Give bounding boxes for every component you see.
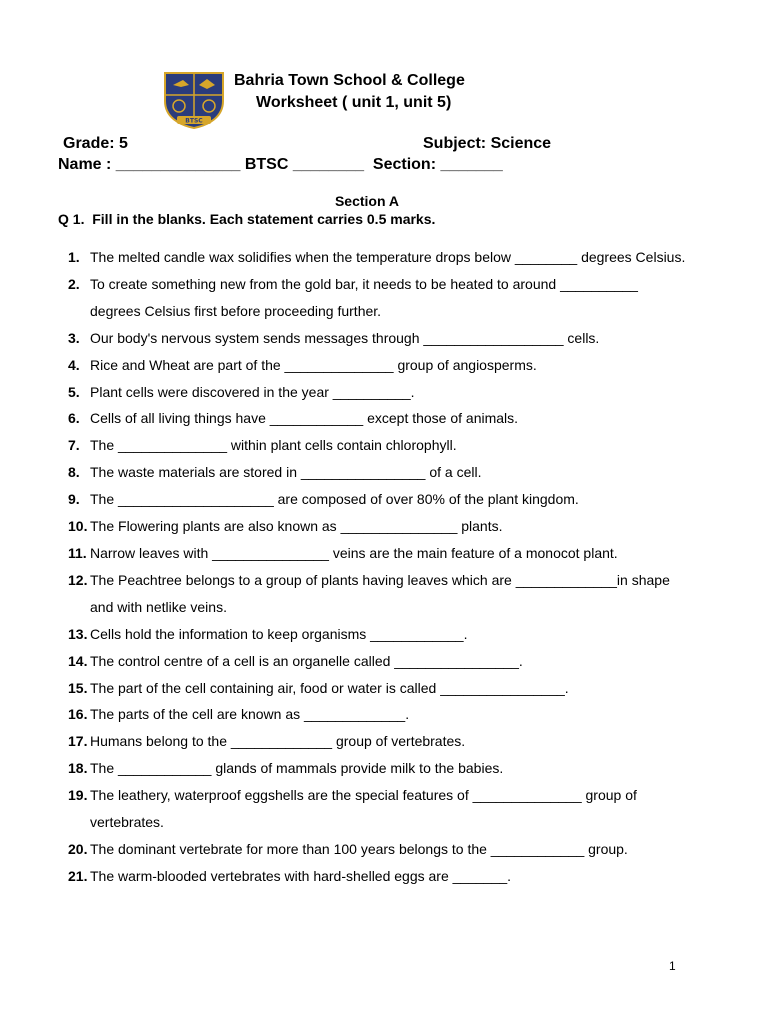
- question-item: [0, 405, 760, 432]
- question-item: [0, 513, 760, 540]
- question-item: [0, 244, 760, 271]
- question-number: 12.: [68, 571, 88, 588]
- question-item: [0, 675, 760, 702]
- question-text: Our body's nervous system sends messages through __________________ cells.: [90, 329, 600, 346]
- question-text: The control centre of a cell is an organelle called ________________.: [90, 652, 523, 669]
- question-number: 15.: [68, 679, 88, 696]
- question-item: [0, 755, 760, 782]
- question-text: The parts of the cell are known as _____________.: [90, 706, 410, 723]
- question-number: 7.: [68, 437, 80, 454]
- question-number: 3.: [68, 329, 80, 346]
- question-item: [0, 782, 760, 836]
- school-crest-logo: [163, 71, 225, 129]
- question-number: 4.: [68, 356, 80, 373]
- question-number: 1.: [68, 249, 80, 265]
- question-item: [0, 836, 760, 863]
- question-text: Humans belong to the _____________ group of vertebrates.: [90, 733, 466, 750]
- question-number: 10.: [68, 518, 88, 535]
- question-item: [0, 486, 760, 513]
- question-item: [0, 648, 760, 675]
- question-item: [0, 540, 760, 567]
- question-number: 8.: [68, 464, 80, 481]
- question-item: [0, 728, 760, 755]
- question-1-heading: Q 1. Fill in the blanks. Each statement carries 0.5 marks.: [58, 211, 436, 227]
- question-text: To create something new from the gold bar, it needs to be heated to around __________ degrees Celsius first before proceeding further.: [90, 275, 638, 319]
- student-info-line: Name : ______________ BTSC ________ Section: _______: [58, 156, 503, 173]
- question-number: 6.: [68, 410, 80, 427]
- question-text: The ____________ glands of mammals provide milk to the babies.: [90, 760, 504, 777]
- question-number: 20.: [68, 840, 88, 857]
- question-text: Plant cells were discovered in the year __________.: [90, 383, 415, 400]
- question-number: 14.: [68, 652, 88, 669]
- grade-label: Grade: 5: [63, 135, 128, 152]
- question-text: Cells hold the information to keep organisms ____________.: [90, 625, 468, 642]
- question-item: [0, 271, 760, 325]
- question-text: The leathery, waterproof eggshells are the special features of ______________ group of vertebrates.: [90, 787, 637, 831]
- question-text: Narrow leaves with _______________ veins are the main feature of a monocot plant.: [90, 544, 618, 561]
- question-item: [0, 863, 760, 890]
- question-text: The Peachtree belongs to a group of plants having leaves which are _____________in shape and with netlike veins.: [90, 571, 670, 615]
- question-text: The melted candle wax solidifies when the temperature drops below ________ degrees Celsius.: [90, 249, 686, 265]
- question-item: [0, 567, 760, 621]
- question-item: [0, 621, 760, 648]
- question-item: [0, 352, 760, 379]
- question-item: [0, 701, 760, 728]
- question-item: [0, 325, 760, 352]
- school-name: Bahria Town School & College: [234, 72, 465, 89]
- fill-in-blanks-list: [0, 244, 760, 890]
- question-number: 16.: [68, 706, 88, 723]
- question-text: Rice and Wheat are part of the ______________ group of angiosperms.: [90, 356, 537, 373]
- logo-text: BTSC: [185, 117, 203, 125]
- question-text: The warm-blooded vertebrates with hard-shelled eggs are _______.: [90, 867, 512, 884]
- worksheet-title: Worksheet ( unit 1, unit 5): [256, 94, 452, 111]
- question-number: 17.: [68, 733, 88, 750]
- question-number: 18.: [68, 760, 88, 777]
- question-number: 5.: [68, 383, 80, 400]
- section-heading: Section A: [334, 193, 400, 209]
- question-number: 9.: [68, 491, 80, 508]
- question-number: 21.: [68, 867, 88, 884]
- question-text: The ______________ within plant cells contain chlorophyll.: [90, 437, 457, 454]
- question-number: 2.: [68, 275, 80, 292]
- question-text: The dominant vertebrate for more than 100 years belongs to the ____________ group.: [90, 840, 628, 857]
- question-number: 19.: [68, 787, 88, 804]
- question-number: 11.: [68, 544, 87, 561]
- page-number: 1: [669, 959, 676, 973]
- subject-label: Subject: Science: [423, 135, 552, 152]
- question-text: The ____________________ are composed of over 80% of the plant kingdom.: [90, 491, 579, 508]
- question-number: 13.: [68, 625, 88, 642]
- question-text: Cells of all living things have ____________ except those of animals.: [90, 410, 519, 427]
- question-item: [0, 459, 760, 486]
- question-item: [0, 432, 760, 459]
- question-text: The part of the cell containing air, food or water is called ________________.: [90, 679, 569, 696]
- question-item: [0, 379, 760, 406]
- question-text: The Flowering plants are also known as _______________ plants.: [90, 518, 503, 535]
- question-text: The waste materials are stored in ________________ of a cell.: [90, 464, 482, 481]
